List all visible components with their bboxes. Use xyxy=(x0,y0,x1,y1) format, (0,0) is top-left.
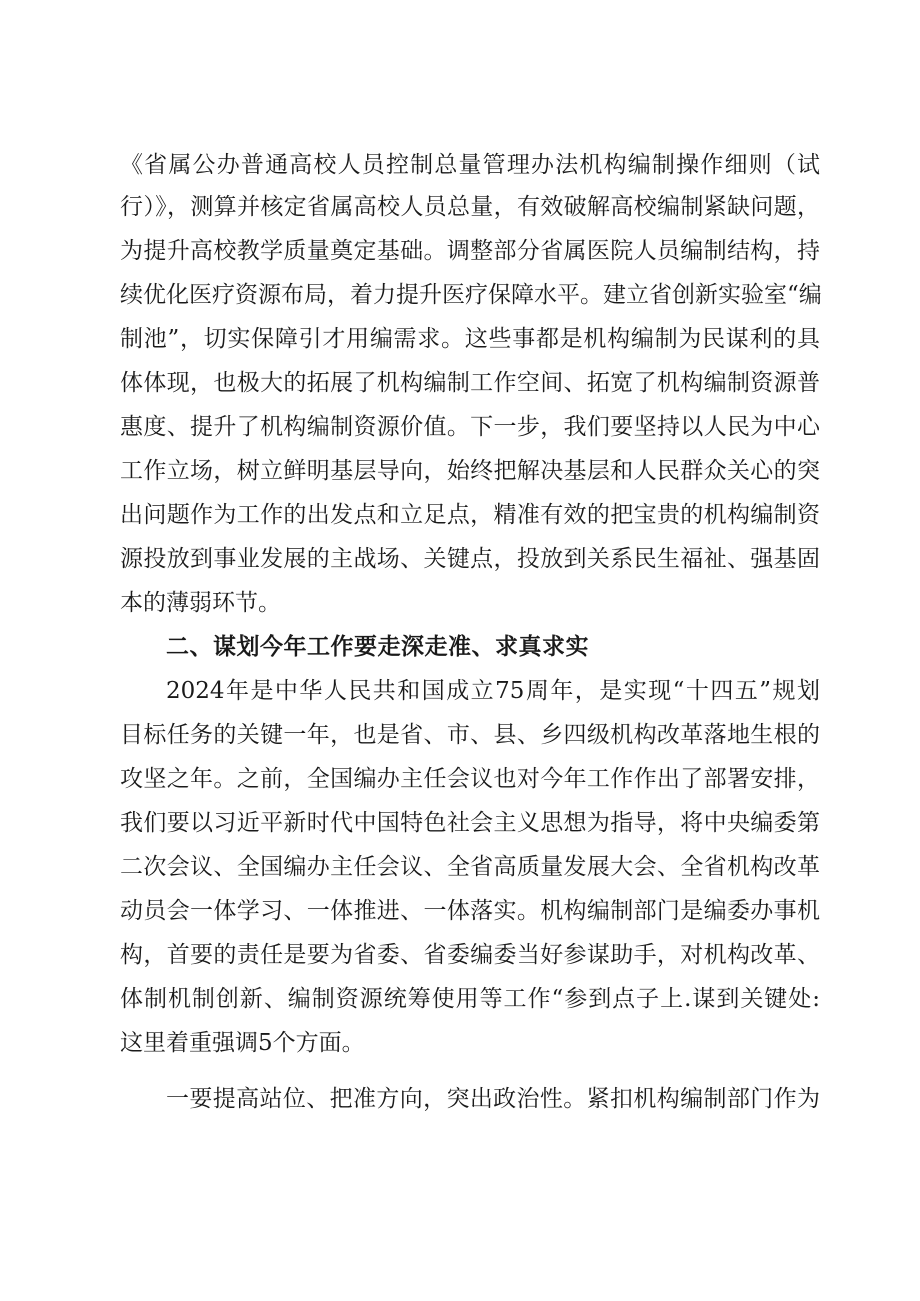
paragraph-2-line-4: 我们要以习近平新时代中国特色社会主义思想为指导，将中央编委第 xyxy=(120,810,820,836)
paragraph-1-line-8: 工作立场，树立鲜明基层导向，始终把解决基层和人民群众关心的突 xyxy=(120,458,820,484)
paragraph-2-line-1: 2024年是中华人民共和国成立75周年，是实现“十四五”规划 xyxy=(166,678,820,704)
paragraph-1-line-7: 惠度、提升了机构编制资源价值。下一步，我们要坚持以人民为中心 xyxy=(120,414,820,440)
paragraph-2-line-9: 这里着重强调5个方面。 xyxy=(120,1030,365,1056)
paragraph-1-line-9: 出问题作为工作的出发点和立足点，精准有效的把宝贵的机构编制资 xyxy=(120,502,820,528)
section-heading: 二、谋划今年工作要走深走准、求真求实 xyxy=(166,634,589,660)
paragraph-1-line-1: 《省属公办普通高校人员控制总量管理办法机构编制操作细则（试 xyxy=(120,152,820,178)
paragraph-1-line-2: 行）》，测算并核定省属高校人员总量，有效破解高校编制紧缺问题， xyxy=(120,194,820,220)
paragraph-2-line-6: 动员会一体学习、一体推进、一体落实。机构编制部门是编委办事机 xyxy=(120,898,820,924)
paragraph-1-line-4: 续优化医疗资源布局，着力提升医疗保障水平。建立省创新实验室“编 xyxy=(120,282,822,308)
paragraph-1-line-11: 本的薄弱环节。 xyxy=(120,590,281,616)
paragraph-1-line-10: 源投放到事业发展的主战场、关键点，投放到关系民生福祉、强基固 xyxy=(120,546,820,572)
paragraph-2-line-2: 目标任务的关键一年，也是省、市、县、乡四级机构改革落地生根的 xyxy=(120,722,820,748)
paragraph-1-line-5: 制池”，切实保障引才用编需求。这些事都是机构编制为民谋利的具 xyxy=(120,326,820,352)
paragraph-3-line-1: 一要提高站位、把准方向，突出政治性。紧扣机构编制部门作为 xyxy=(166,1086,820,1112)
paragraph-2-line-7: 构，首要的责任是要为省委、省委编委当好参谋助手，对机构改革、 xyxy=(120,942,820,968)
paragraph-2-line-3: 攻坚之年。之前，全国编办主任会议也对今年工作作出了部署安排， xyxy=(120,766,820,792)
paragraph-2-line-5: 二次会议、全国编办主任会议、全省高质量发展大会、全省机构改革 xyxy=(120,854,820,880)
paragraph-1-line-3: 为提升高校教学质量奠定基础。调整部分省属医院人员编制结构，持 xyxy=(120,238,820,264)
paragraph-2-line-8: 体制机制创新、编制资源统筹使用等工作“参到点子上.谋到关键处: xyxy=(120,986,820,1012)
paragraph-1-line-6: 体体现，也极大的拓展了机构编制工作空间、拓宽了机构编制资源普 xyxy=(120,370,820,396)
